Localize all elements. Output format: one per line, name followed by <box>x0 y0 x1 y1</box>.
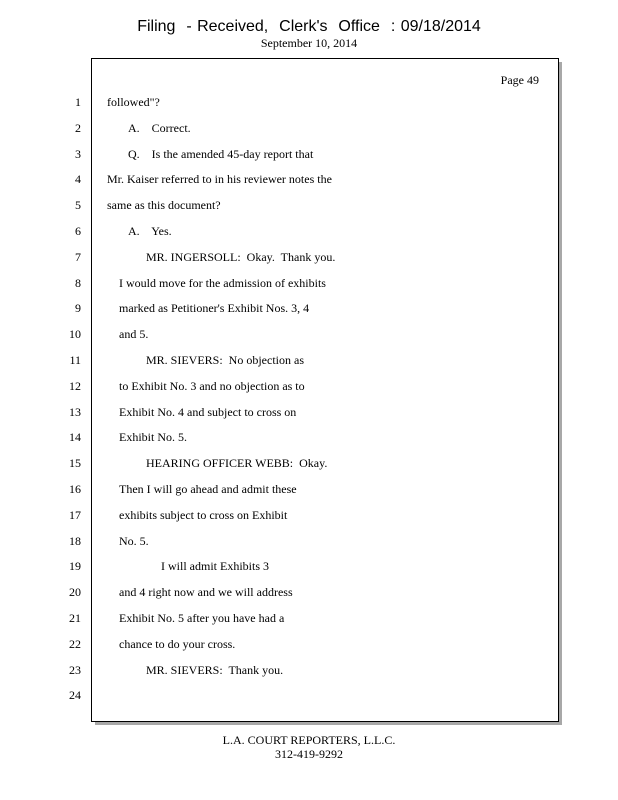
line-text: HEARING OFFICER WEBB: Okay. <box>146 456 328 470</box>
line-number: 3 <box>75 147 81 161</box>
line-text: A. Yes. <box>128 224 172 238</box>
line-number: 20 <box>69 585 81 599</box>
line-number: 9 <box>75 301 81 315</box>
line-text: and 5. <box>119 327 149 341</box>
line-number: 21 <box>69 611 81 625</box>
line-number: 1 <box>75 95 81 109</box>
line-text: marked as Petitioner's Exhibit Nos. 3, 4 <box>119 301 310 315</box>
line-number: 8 <box>75 276 81 290</box>
line-number: 15 <box>69 456 81 470</box>
line-text: Mr. Kaiser referred to in his reviewer notes the <box>107 172 332 186</box>
line-number: 16 <box>69 482 81 496</box>
line-number: 14 <box>69 430 81 444</box>
line-number: 7 <box>75 250 81 264</box>
line-text: A. Correct. <box>128 121 191 135</box>
line-text: MR. SIEVERS: No objection as <box>146 353 304 367</box>
line-number: 17 <box>69 508 81 522</box>
footer-company: L.A. COURT REPORTERS, L.L.C. <box>222 733 396 747</box>
line-text: Exhibit No. 5 after you have had a <box>119 611 285 625</box>
line-text: Exhibit No. 5. <box>119 430 187 444</box>
line-number: 10 <box>69 327 81 341</box>
line-text: chance to do your cross. <box>119 637 236 651</box>
line-number: 4 <box>75 172 81 186</box>
line-number: 23 <box>69 663 81 677</box>
line-text: I will admit Exhibits 3 <box>161 559 269 573</box>
line-text: Exhibit No. 4 and subject to cross on <box>119 405 297 419</box>
transcript-date: September 10, 2014 <box>260 36 358 50</box>
footer-phone: 312-419-9292 <box>275 747 343 761</box>
line-number: 6 <box>75 224 81 238</box>
line-number: 11 <box>69 353 81 367</box>
line-text: Then I will go ahead and admit these <box>119 482 297 496</box>
line-text: I would move for the admission of exhibits <box>119 276 326 290</box>
page-number: Page 49 <box>500 73 539 87</box>
line-text: MR. SIEVERS: Thank you. <box>146 663 284 677</box>
line-text: Q. Is the amended 45-day report that <box>128 147 314 161</box>
line-number: 22 <box>69 637 81 651</box>
line-number: 2 <box>75 121 81 135</box>
line-number: 18 <box>69 534 81 548</box>
filing-stamp-header: Filing - Received, Clerk's Office : 09/18/2014 <box>137 18 481 35</box>
line-text: to Exhibit No. 3 and no objection as to <box>119 379 305 393</box>
line-text: same as this document? <box>107 198 221 212</box>
line-text: exhibits subject to cross on Exhibit <box>119 508 288 522</box>
line-number: 19 <box>69 559 81 573</box>
line-text: followed"? <box>107 95 160 109</box>
line-number: 5 <box>75 198 81 212</box>
line-text: No. 5. <box>119 534 149 548</box>
line-number: 12 <box>69 379 81 393</box>
line-text: and 4 right now and we will address <box>119 585 293 599</box>
line-number: 13 <box>69 405 81 419</box>
line-text: MR. INGERSOLL: Okay. Thank you. <box>146 250 336 264</box>
line-number: 24 <box>69 688 81 702</box>
